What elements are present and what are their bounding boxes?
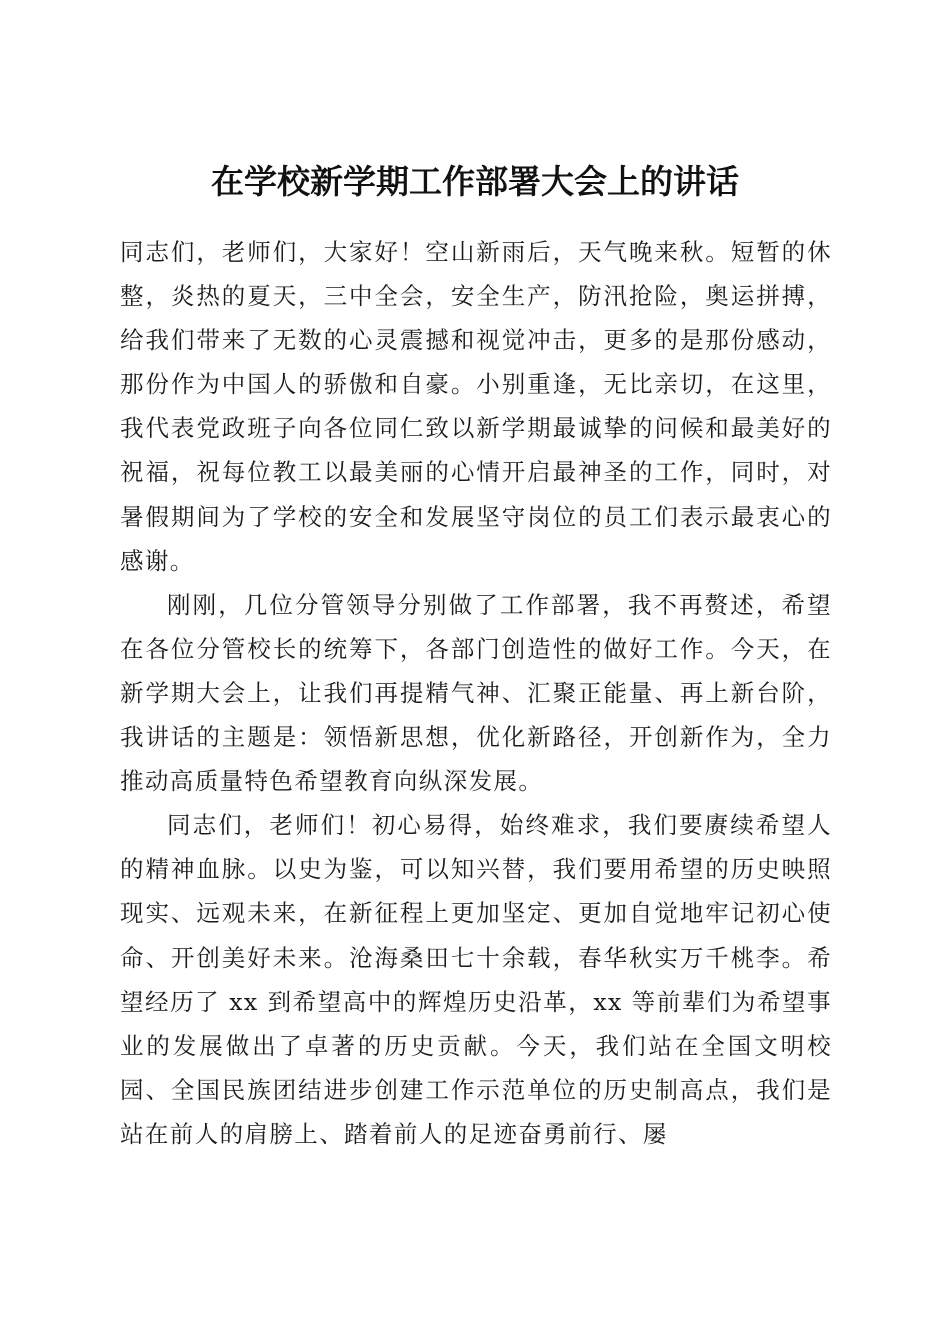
paragraph-greeting: 同志们，老师们，大家好！空山新雨后，天气晚来秋。短暂的休整，炎热的夏天，三中全会，安全生产，防汛抢险，奥运拼搏，给我们带来了无数的心灵震撼和视觉冲击，更多的是那份感动，那份作为中国人的骄傲和自豪。小别重逢，无比亲切，在这里，我代表党政班子向各位同仁致以新学期最诚挚的问候和最美好的祝福，祝每位教工以最美丽的心情开启最神圣的工作，同时，对暑假期间为了学校的安全和发展坚守岗位的员工们表示最衷心的感谢。	[120, 238, 832, 575]
document-body	[120, 230, 832, 1156]
paragraph-theme: 刚刚，几位分管领导分别做了工作部署，我不再赘述，希望在各位分管校长的统筹下，各部门创造性的做好工作。今天，在新学期大会上，让我们再提精气神、汇聚正能量、再上新台阶，我讲话的主题是：领悟新思想，优化新路径，开创新作为，全力推动高质量特色希望教育向纵深发展。	[120, 590, 832, 796]
paragraph-history: 同志们，老师们！初心易得，始终难求，我们要赓续希望人的精神血脉。以史为鉴，可以知兴替，我们要用希望的历史映照现实、远观未来，在新征程上更加坚定、更加自觉地牢记初心使命、开创美好未来。沧海桑田七十余载，春华秋实万千桃李。希望经历了 xx 到希望高中的辉煌历史沿革，xx 等前辈们为希望事业的发展做出了卓著的历史贡献。今天，我们站在全国文明校园、全国民族团结进步创建工作示范单位的历史制高点，我们是站在前人的肩膀上、踏着前人的足迹奋勇前行、屡	[120, 811, 832, 1148]
document-title: 在学校新学期工作部署大会上的讲话	[211, 162, 739, 202]
